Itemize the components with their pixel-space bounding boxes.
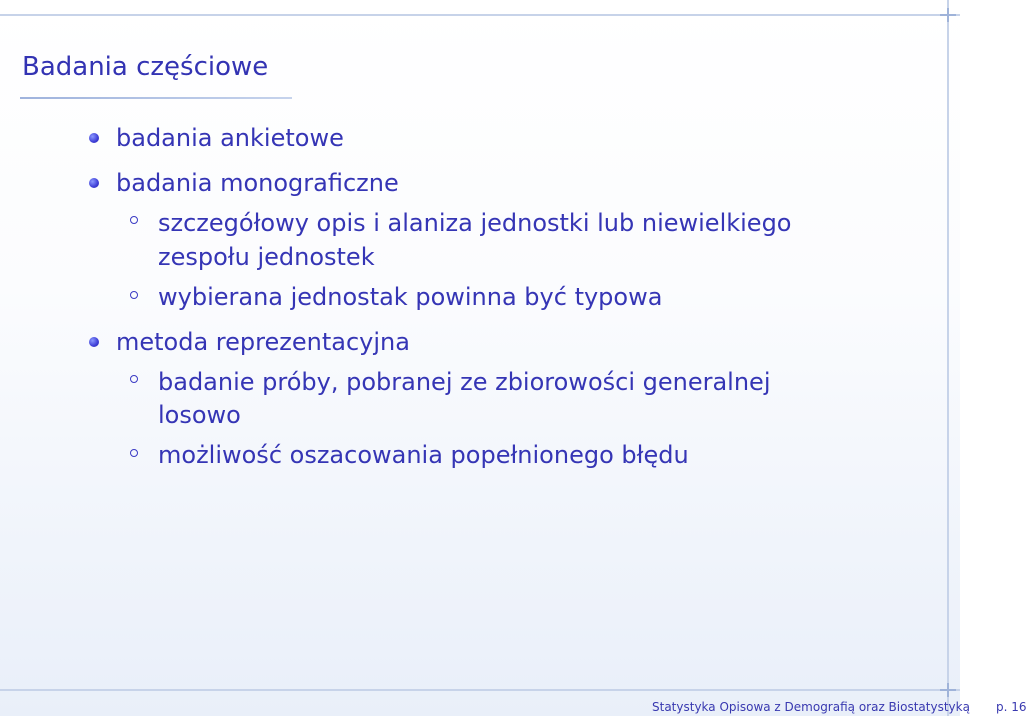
list-item: badania ankietowe xyxy=(116,124,344,152)
corner-tick-top xyxy=(940,8,956,22)
corner-tick-bottom xyxy=(940,683,956,697)
list-item: szczegółowy opis i alaniza jednostki lub niewielkiego xyxy=(158,209,792,237)
list-item: badanie próby, pobranej ze zbiorowości generalnej xyxy=(158,368,771,396)
footer xyxy=(652,700,1026,714)
slide-title: Badania częściowe xyxy=(22,52,269,82)
sub-bullet-icon xyxy=(130,375,138,383)
bullet-icon xyxy=(89,178,99,188)
frame-right-line xyxy=(947,0,949,716)
corner-tick-top-vertical xyxy=(947,8,949,22)
list-item: wybierana jednostak powinna być typowa xyxy=(158,283,663,311)
list-item-continuation: losowo xyxy=(158,401,241,429)
bullet-icon xyxy=(89,133,99,143)
sub-bullet-icon xyxy=(130,216,138,224)
frame-bottom-line xyxy=(0,689,960,691)
list-item: metoda reprezentacyjna xyxy=(116,328,410,356)
corner-tick-bottom-vertical xyxy=(947,683,949,697)
footer-page-number: p. 16 xyxy=(995,700,1026,714)
list-item: badania monograficzne xyxy=(116,169,399,197)
sub-bullet-icon xyxy=(130,449,138,457)
list-item: możliwość oszacowania popełnionego błędu xyxy=(158,441,689,469)
sub-bullet-icon xyxy=(130,291,138,299)
list-item-continuation: zespołu jednostek xyxy=(158,243,375,271)
footer-course-title: Statystyka Opisowa z Demografią oraz Biostatystyką xyxy=(652,700,970,714)
bullet-icon xyxy=(89,337,99,347)
